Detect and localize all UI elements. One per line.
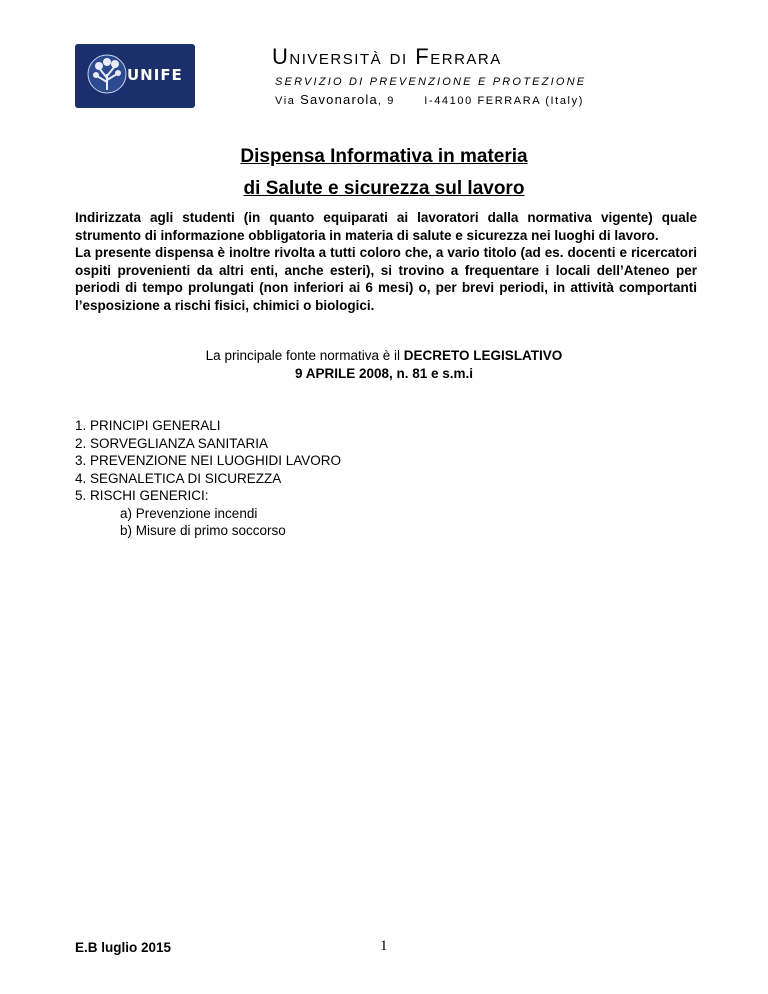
- logo-text: UNIFE: [127, 66, 183, 84]
- unife-logo: [75, 44, 195, 108]
- toc-item: 1. PRINCIPI GENERALI: [75, 418, 221, 433]
- toc-item: 4. SEGNALETICA DI SICUREZZA: [75, 470, 282, 486]
- normative-source: [0, 347, 768, 383]
- document-title-line-2: di Salute e sicurezza sul lavoro: [243, 178, 525, 199]
- source-decree: DECRETO LEGISLATIVO: [403, 348, 563, 363]
- source-date: 9 APRILE 2008, n. 81 e s.m.i: [294, 366, 474, 381]
- toc-item: 2. SORVEGLIANZA SANITARIA: [75, 435, 269, 451]
- footer-author-date: E.B luglio 2015: [75, 940, 172, 955]
- address-street: Savonarola: [300, 92, 378, 107]
- source-text: La principale fonte normativa è il: [205, 348, 404, 363]
- table-of-contents: [75, 417, 341, 540]
- toc-subitem: a) Prevenzione incendi: [120, 505, 258, 521]
- toc-item: 5. RISCHI GENERICI:: [75, 488, 209, 503]
- address-prefix: Via: [275, 95, 296, 107]
- toc-item: 3. PREVENZIONE NEI LUOGHIDI LAVORO: [75, 453, 342, 468]
- address-number: , 9: [377, 95, 395, 107]
- intro-text: [75, 209, 697, 314]
- service-name: SERVIZIO DI PREVENZIONE E PROTEZIONE: [275, 76, 587, 88]
- document-title-line-1: Dispensa Informativa in materia: [240, 146, 528, 167]
- toc-subitem: b) Misure di primo soccorso: [120, 523, 286, 538]
- university-address: [275, 92, 584, 107]
- page-number: 1: [380, 938, 388, 954]
- intro-paragraph-2: La presente dispensa è inoltre rivolta a tutti coloro che, a vario titolo (ad es. docenti e ricercatori ospiti provenienti da altri enti, anche esteri), si trovino a frequentare i locali dell’Ateneo per periodi di tempo prolungati (non inferiori ai 6 mesi) o, per brevi periodi, in attività comportanti l’esposizione a rischi fisici, chimici o biologici.: [75, 245, 697, 313]
- intro-paragraph-1: Indirizzata agli studenti (in quanto equiparati ai lavoratori dalla normativa vigente) quale strumento di informazione obbligatoria in materia di salute e sicurezza nei luoghi di lavoro.: [75, 210, 697, 243]
- address-city: I-44100 FERRARA (Italy): [424, 95, 584, 107]
- university-name: Università di Ferrara: [272, 44, 502, 69]
